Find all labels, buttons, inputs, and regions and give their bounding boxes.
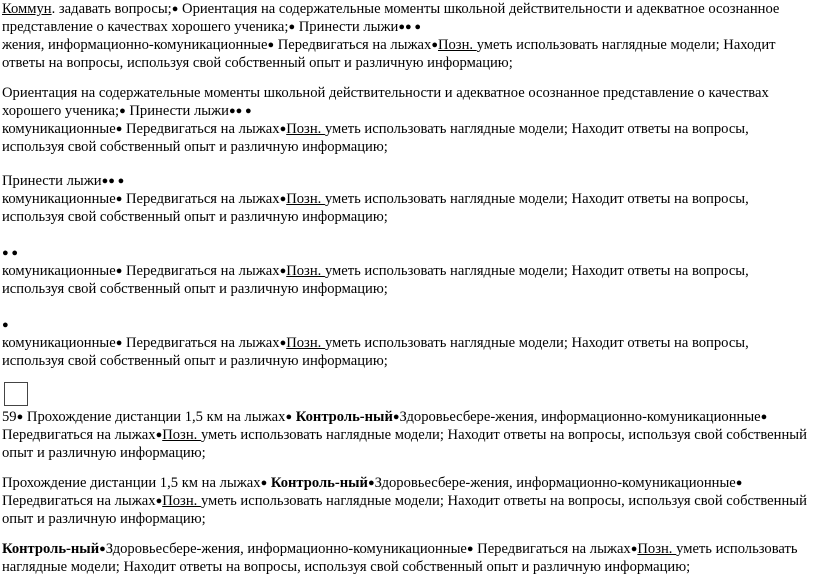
bullet-icon: ● — [279, 123, 287, 135]
text: Принести лыжи — [2, 173, 102, 189]
text: жения, информационно-комуникационные — [2, 37, 268, 53]
bullet-icon: ● — [115, 337, 123, 349]
text: уметь использовать наглядные модели; Находит ответы на вопросы, используя свой собственный опыт и различную информацию; — [2, 121, 749, 155]
text: уметь использовать наглядные модели; Находит ответы на вопросы, используя свой собственный опыт и различную информацию; — [2, 541, 798, 575]
bullet-icon: ● — [735, 477, 743, 489]
bullet-icon: ● — [2, 319, 9, 331]
pozn-label: Позн. — [286, 263, 325, 279]
text: Передвигаться на лыжах — [122, 335, 280, 351]
text: Принести лыжи — [125, 103, 229, 119]
text: комуникационные — [2, 335, 116, 351]
bullet-icon: ● — [630, 543, 638, 555]
text: Передвигаться на лыжах — [122, 121, 280, 137]
bullet-icon: ● — [279, 193, 287, 205]
pozn-label: Позн. — [286, 335, 325, 351]
kontrol-label: Контроль-ный — [292, 409, 393, 425]
text: Передвигаться на лыжах — [473, 541, 631, 557]
text: Передвигаться на лыжах — [122, 263, 280, 279]
text: Здоровьесбере-жения, информационно-комуникационные — [105, 541, 467, 557]
bullet-icon: ● — [115, 265, 123, 277]
text: Прохождение дистанции 1,5 км на лыжах — [2, 475, 261, 491]
text: Прохождение дистанции 1,5 км на лыжах — [23, 409, 286, 425]
pozn-label: Позн. — [286, 191, 325, 207]
bullet-icon: ● — [288, 21, 296, 33]
row-number: 59 — [2, 409, 17, 425]
pozn-label: Позн. — [437, 37, 477, 53]
bullet-icon: ● — [155, 495, 163, 507]
paragraph-2 — [2, 84, 814, 156]
text: Здоровьесбере-жения, информационно-комуникационные — [399, 409, 761, 425]
paragraph-6 — [2, 408, 814, 462]
bullet-icon: ● — [267, 39, 275, 51]
text: комуникационные — [2, 121, 116, 137]
bullet-icon: ● — [392, 411, 400, 423]
text: Ориентация на содержательные моменты школьной действительности и адекватное осознанное представление о качествах хорошего ученика; — [2, 85, 769, 119]
text: Передвигаться на лыжах — [2, 493, 156, 509]
bullet-icon: ● — [279, 337, 287, 349]
text: уметь использовать наглядные модели; Находит ответы на вопросы, используя свой собственный опыт и различную информацию; — [2, 191, 749, 225]
bullet-icon: ● — [155, 429, 163, 441]
bullet-icon: ●● ● — [228, 105, 252, 117]
kontrol-label: Контроль-ный — [2, 541, 100, 557]
bullet-icon: ● — [16, 411, 24, 423]
pozn-label: Позн. — [162, 427, 201, 443]
paragraph-8 — [2, 540, 814, 576]
bullet-icon: ●● ● — [101, 175, 125, 187]
bullet-icon: ● — [285, 411, 293, 423]
text: уметь использовать наглядные модели; Находит ответы на вопросы, используя свой собственный опыт и различную информацию; — [2, 493, 807, 527]
text: комуникационные — [2, 263, 116, 279]
bullet-icon: ● — [367, 477, 375, 489]
text: Передвигаться на лыжах — [2, 427, 156, 443]
text: Здоровьесбере-жения, информационно-комуникационные — [374, 475, 736, 491]
bullet-icon: ● ● — [2, 247, 19, 259]
text: уметь использовать наглядные модели; Находит ответы на вопросы, используя свой собственный опыт и различную информацию; — [2, 335, 749, 369]
text: Ориентация на содержательные моменты школьной действительности и адекватное осознанное представление о качествах хорошего ученика; — [2, 1, 780, 35]
paragraph-1 — [2, 0, 814, 72]
pozn-label: Позн. — [286, 121, 325, 137]
text: комуникационные — [2, 191, 116, 207]
text: Передвигаться на лыжах — [274, 37, 432, 53]
bullet-icon: ● — [115, 193, 123, 205]
bullet-icon: ● — [760, 411, 768, 423]
paragraph-5 — [2, 316, 814, 370]
bullet-icon: ● — [466, 543, 474, 555]
text: уметь использовать наглядные модели; Находит ответы на вопросы, используя свой собственный опыт и различную информацию; — [2, 37, 776, 71]
pozn-label: Позн. — [162, 493, 201, 509]
bullet-icon: ● — [99, 543, 106, 555]
bullet-icon: ● — [119, 105, 126, 117]
text: Принести лыжи — [295, 19, 399, 35]
table-cell-box — [4, 382, 28, 406]
paragraph-3 — [2, 172, 814, 226]
paragraph-4 — [2, 244, 814, 298]
bullet-icon: ●● ● — [398, 21, 422, 33]
bullet-icon: ● — [260, 477, 268, 489]
text: Передвигаться на лыжах — [122, 191, 280, 207]
bullet-icon: ● — [171, 3, 179, 15]
bullet-icon: ● — [115, 123, 123, 135]
kommun-label: Коммун — [2, 1, 52, 17]
paragraph-7 — [2, 474, 814, 528]
text: уметь использовать наглядные модели; Находит ответы на вопросы, используя свой собственный опыт и различную информацию; — [2, 263, 749, 297]
bullet-icon: ● — [431, 39, 438, 51]
pozn-label: Позн. — [637, 541, 677, 557]
text: уметь использовать наглядные модели; Находит ответы на вопросы, используя свой собственный опыт и различную информацию; — [2, 427, 807, 461]
bullet-icon: ● — [279, 265, 287, 277]
kontrol-label: Контроль-ный — [267, 475, 368, 491]
text: . задавать вопросы; — [51, 1, 172, 17]
